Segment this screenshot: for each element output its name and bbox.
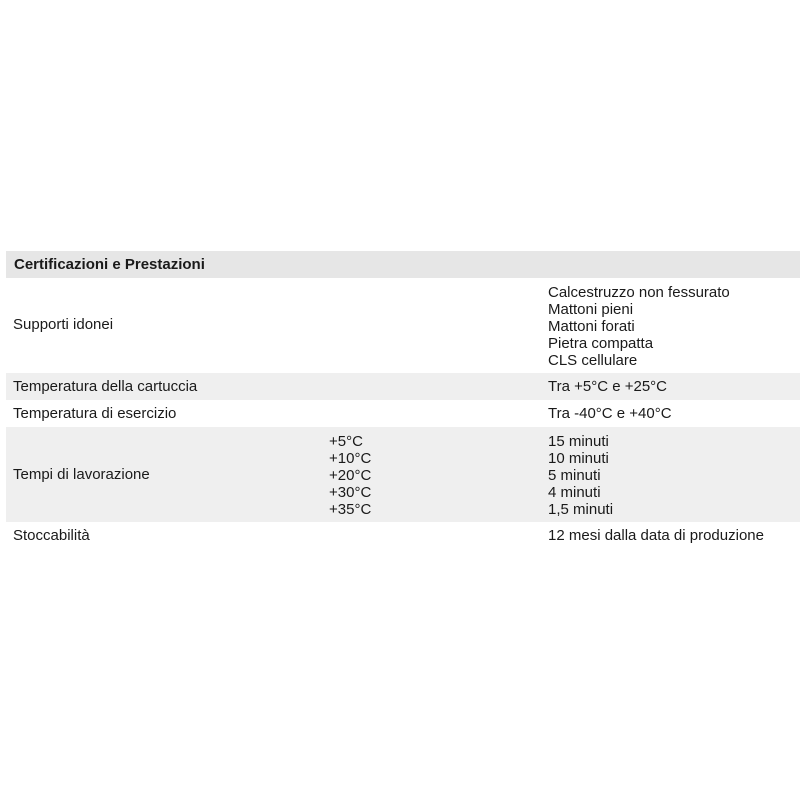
- temperature-line: +20°C: [329, 467, 372, 484]
- table-row-supporti: [6, 278, 800, 373]
- row-label: Supporti idonei: [13, 316, 114, 333]
- temperature-line: +10°C: [329, 450, 372, 467]
- row-label: Tempi di lavorazione: [13, 466, 150, 483]
- row-label: Temperatura di esercizio: [13, 405, 177, 422]
- value-line: CLS cellulare: [548, 352, 638, 369]
- time-line: 5 minuti: [548, 467, 601, 484]
- time-list: [548, 433, 613, 518]
- row-label: Temperatura della cartuccia: [13, 378, 198, 395]
- time-line: 4 minuti: [548, 484, 601, 501]
- value-line: Pietra compatta: [548, 335, 654, 352]
- table-row-temp-cartuccia: [6, 373, 800, 400]
- temperature-line: +5°C: [329, 433, 363, 450]
- temperature-list: [329, 433, 371, 518]
- temperature-line: +35°C: [329, 501, 372, 518]
- value-line: Mattoni forati: [548, 318, 635, 335]
- time-line: 1,5 minuti: [548, 501, 614, 518]
- row-values: [548, 284, 730, 369]
- table-row-temp-esercizio: [6, 400, 800, 427]
- table-row-stoccabilita: [6, 522, 800, 549]
- table-header: [6, 251, 800, 278]
- table-row-tempi: [6, 427, 800, 522]
- row-value: 12 mesi dalla data di produzione: [548, 527, 764, 544]
- temperature-line: +30°C: [329, 484, 372, 501]
- time-line: 15 minuti: [548, 433, 609, 450]
- value-line: Mattoni pieni: [548, 301, 634, 318]
- row-label: Stoccabilità: [13, 527, 90, 544]
- time-line: 10 minuti: [548, 450, 609, 467]
- row-value: Tra +5°C e +25°C: [548, 378, 667, 395]
- row-value: Tra -40°C e +40°C: [548, 405, 672, 422]
- specs-table: [6, 251, 800, 549]
- value-line: Calcestruzzo non fessurato: [548, 284, 730, 301]
- table-title: Certificazioni e Prestazioni: [14, 256, 205, 273]
